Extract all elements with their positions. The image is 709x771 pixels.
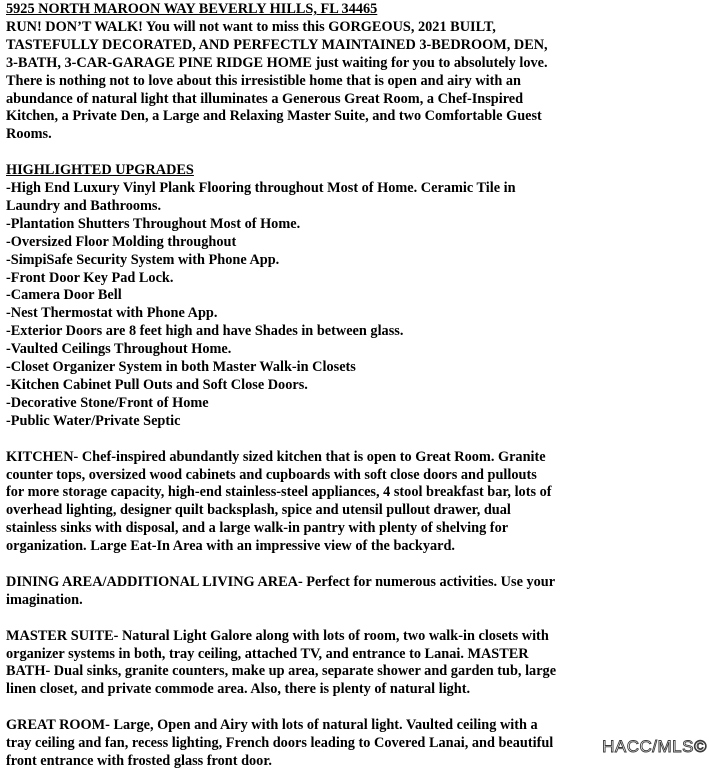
text-line: 3-BATH, 3-CAR-GARAGE PINE RIDGE HOME just waiting for you to absolutely love. [6, 54, 548, 71]
text-line: -Nest Thermostat with Phone App. [6, 305, 218, 322]
text-line: -Front Door Key Pad Lock. [6, 269, 174, 286]
blank-line [6, 144, 706, 162]
text-line: MASTER SUITE- Natural Light Galore along with lots of room, two walk-in closets with [6, 627, 549, 644]
text-line: counter tops, oversized wood cabinets and cupboards with soft close doors and pullouts [6, 466, 537, 483]
blank-line [6, 556, 706, 574]
text-line: -Closet Organizer System in both Master Walk-in Closets [6, 359, 356, 376]
text-line: linen closet, and private commode area. Also, there is plenty of natural light. [6, 681, 471, 698]
address-heading: 5925 NORTH MAROON WAY BEVERLY HILLS, FL 34465 [6, 1, 378, 17]
text-line: organization. Large Eat-In Area with an impressive view of the backyard. [6, 538, 456, 555]
text-line: -SimpiSafe Security System with Phone App. [6, 251, 280, 268]
text-line: There is nothing not to love about this irresistible home that is open and airy with an [6, 72, 522, 89]
text-line: Laundry and Bathrooms. [6, 197, 162, 214]
text-line: -Kitchen Cabinet Pull Outs and Soft Close Doors. [6, 377, 308, 394]
text-line: -Exterior Doors are 8 feet high and have Shades in between glass. [6, 323, 404, 340]
text-line: organizer systems in both, tray ceiling, attached TV, and entrance to Lanai. MASTER [6, 645, 529, 662]
text-line: front entrance with frosted glass front door. [6, 752, 272, 769]
text-line: abundance of natural light that illuminates a Generous Great Room, a Chef-Inspired [6, 90, 524, 107]
blank-line [6, 431, 706, 449]
text-line: DINING AREA/ADDITIONAL LIVING AREA- Perfect for numerous activities. Use your [6, 573, 556, 590]
listing-document [6, 1, 706, 771]
text-line: tray ceiling and fan, recess lighting, French doors leading to Covered Lanai, and beautiful [6, 735, 554, 752]
text-line: -Public Water/Private Septic [6, 412, 181, 429]
blank-line [6, 699, 706, 717]
upgrades-heading: HIGHLIGHTED UPGRADES [6, 162, 194, 179]
text-line: KITCHEN- Chef-inspired abundantly sized kitchen that is open to Great Room. Granite [6, 448, 546, 465]
text-line: Kitchen, a Private Den, a Large and Relaxing Master Suite, and two Comfortable Guest [6, 108, 542, 125]
text-line: TASTEFULLY DECORATED, AND PERFECTLY MAINTAINED 3-BEDROOM, DEN, [6, 36, 548, 53]
text-line: -Plantation Shutters Throughout Most of Home. [6, 215, 301, 232]
text-line: -Oversized Floor Molding throughout [6, 233, 237, 250]
text-line: -Vaulted Ceilings Throughout Home. [6, 341, 232, 358]
text-line: GREAT ROOM- Large, Open and Airy with lots of natural light. Vaulted ceiling with a [6, 717, 538, 734]
text-line: for more storage capacity, high-end stainless-steel appliances, 4 stool breakfast bar, lots of [6, 484, 552, 501]
mls-watermark: HACC/MLS© [602, 737, 707, 756]
text-line: -Camera Door Bell [6, 287, 122, 304]
text-line: RUN! DON’T WALK! You will not want to miss this GORGEOUS, 2021 BUILT, [6, 18, 496, 35]
text-line: BATH- Dual sinks, granite counters, make up area, separate shower and garden tub, large [6, 663, 557, 680]
blank-line [6, 610, 706, 628]
text-line: stainless sinks with disposal, and a large walk-in pantry with plenty of shelving for [6, 520, 509, 537]
text-line: -High End Luxury Vinyl Plank Flooring throughout Most of Home. Ceramic Tile in [6, 180, 516, 197]
text-line: -Decorative Stone/Front of Home [6, 394, 209, 411]
text-line: overhead lighting, designer quilt backsplash, spice and utensil pullout drawer, dual [6, 502, 511, 519]
text-line: Rooms. [6, 126, 52, 143]
text-line: imagination. [6, 591, 83, 608]
